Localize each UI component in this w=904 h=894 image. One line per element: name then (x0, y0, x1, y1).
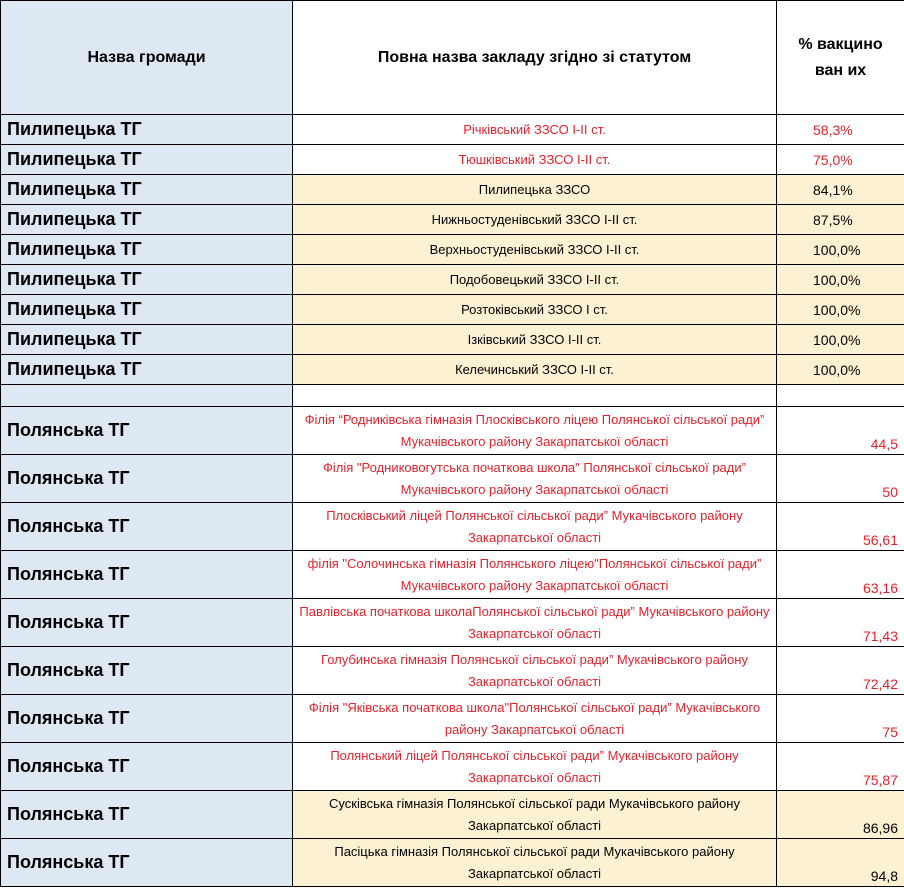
spacer-cell (293, 385, 777, 407)
percent-cell: 44,5 (777, 407, 904, 455)
header-percent-text: % вакцинован их (798, 35, 883, 79)
table-row (1, 503, 904, 551)
community-cell: Полянська ТГ (1, 695, 293, 743)
school-name-cell: Пилипецька ЗЗСО (293, 175, 777, 205)
table-row (1, 175, 904, 205)
community-cell: Полянська ТГ (1, 407, 293, 455)
table-body (1, 1, 904, 887)
school-name-cell: Розтоківський ЗЗСО І ст. (293, 295, 777, 325)
school-name-cell: Філія “Родниківська гімназія Плосківського ліцею Полянської сільської ради” Мукачівського району Закарпатської області (293, 407, 777, 455)
community-cell: Полянська ТГ (1, 551, 293, 599)
percent-cell: 75,0% (777, 145, 904, 175)
community-cell: Полянська ТГ (1, 647, 293, 695)
school-name-cell: Філія "Яківська початкова школа"Полянської сільської ради” Мукачівського району Закарпатської області (293, 695, 777, 743)
percent-cell: 50 (777, 455, 904, 503)
percent-cell: 100,0% (777, 355, 904, 385)
table-row (1, 295, 904, 325)
school-name-cell: Полянський ліцей Полянської сільської ради” Мукачівського району Закарпатської області (293, 743, 777, 791)
community-cell: Полянська ТГ (1, 599, 293, 647)
table-row (1, 791, 904, 839)
spacer-cell (777, 385, 904, 407)
table-row (1, 647, 904, 695)
spacer-cell (1, 385, 293, 407)
percent-cell: 84,1% (777, 175, 904, 205)
school-name-cell: Голубинська гімназія Полянської сільської ради” Мукачівського району Закарпатської області (293, 647, 777, 695)
school-name-cell: Павлівська початкова школаПолянської сільської ради” Мукачівського району Закарпатської області (293, 599, 777, 647)
school-name-cell: Тюшківський ЗЗСО І-ІІ ст. (293, 145, 777, 175)
community-cell: Пилипецька ТГ (1, 325, 293, 355)
community-cell: Пилипецька ТГ (1, 145, 293, 175)
community-cell: Пилипецька ТГ (1, 355, 293, 385)
percent-cell: 87,5% (777, 205, 904, 235)
table-row (1, 355, 904, 385)
percent-cell: 71,43 (777, 599, 904, 647)
table-row (1, 145, 904, 175)
community-cell: Полянська ТГ (1, 743, 293, 791)
community-cell: Пилипецька ТГ (1, 175, 293, 205)
school-name-cell: Сусківська гімназія Полянської сільської ради Мукачівського району Закарпатської області (293, 791, 777, 839)
community-cell: Пилипецька ТГ (1, 295, 293, 325)
community-cell: Полянська ТГ (1, 839, 293, 887)
school-name-cell: Річківський ЗЗСО І-ІІ ст. (293, 115, 777, 145)
table-row (1, 455, 904, 503)
table-row (1, 115, 904, 145)
table-row (1, 695, 904, 743)
school-name-cell: Ізківський ЗЗСО І-ІІ ст. (293, 325, 777, 355)
school-name-cell: Нижньостуденівський ЗЗСО І-ІІ ст. (293, 205, 777, 235)
school-name-cell: Подобовецький ЗЗСО І-ІІ ст. (293, 265, 777, 295)
percent-cell: 75,87 (777, 743, 904, 791)
header-percent (777, 1, 904, 115)
table-row (1, 839, 904, 887)
table-row (1, 325, 904, 355)
percent-cell: 100,0% (777, 295, 904, 325)
percent-cell: 86,96 (777, 791, 904, 839)
table-row (1, 407, 904, 455)
spacer-row (1, 385, 904, 407)
community-cell: Пилипецька ТГ (1, 205, 293, 235)
school-name-cell: Плосківський ліцей Полянської сільської ради” Мукачівського району Закарпатської області (293, 503, 777, 551)
community-cell: Пилипецька ТГ (1, 115, 293, 145)
percent-cell: 63,16 (777, 551, 904, 599)
percent-cell: 94,8 (777, 839, 904, 887)
community-cell: Полянська ТГ (1, 791, 293, 839)
percent-cell: 100,0% (777, 235, 904, 265)
table-row (1, 599, 904, 647)
school-name-cell: Верхньостуденівський ЗЗСО І-ІІ ст. (293, 235, 777, 265)
percent-cell: 100,0% (777, 325, 904, 355)
percent-cell: 75 (777, 695, 904, 743)
table-row (1, 205, 904, 235)
header-full-name: Повна назва закладу згідно зі статутом (293, 1, 777, 115)
percent-cell: 56,61 (777, 503, 904, 551)
table-row (1, 551, 904, 599)
percent-cell: 72,42 (777, 647, 904, 695)
header-community: Назва громади (1, 1, 293, 115)
school-name-cell: Келечинський ЗЗСО І-ІІ ст. (293, 355, 777, 385)
community-cell: Пилипецька ТГ (1, 265, 293, 295)
school-name-cell: Філія "Родниковогутська початкова школа" Полянської сільської ради” Мукачівського району Закарпатської області (293, 455, 777, 503)
community-cell: Пилипецька ТГ (1, 235, 293, 265)
header-row (1, 1, 904, 115)
table-row (1, 235, 904, 265)
community-cell: Полянська ТГ (1, 503, 293, 551)
percent-cell: 100,0% (777, 265, 904, 295)
table-row (1, 743, 904, 791)
percent-cell: 58,3% (777, 115, 904, 145)
community-cell: Полянська ТГ (1, 455, 293, 503)
school-name-cell: філія "Солочинська гімназія Полянського ліцею"Полянської сільської ради” Мукачівського району Закарпатської області (293, 551, 777, 599)
table-row (1, 265, 904, 295)
school-name-cell: Пасіцька гімназія Полянської сільської ради Мукачівського району Закарпатської області (293, 839, 777, 887)
